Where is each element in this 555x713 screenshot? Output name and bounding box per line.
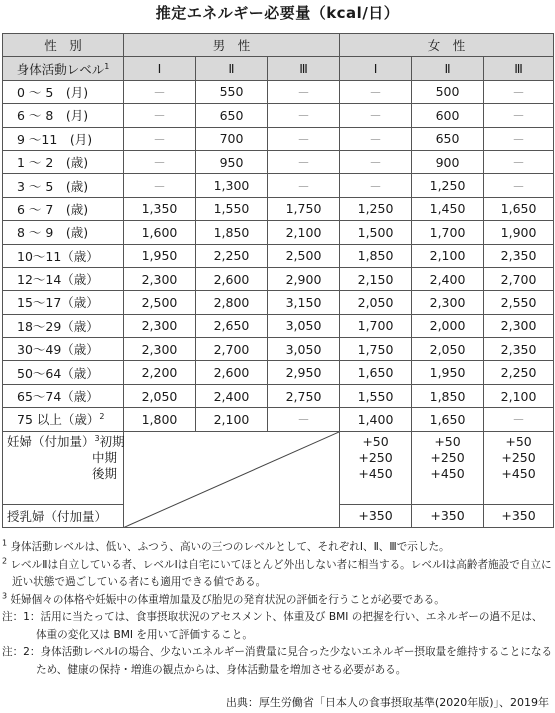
value-cell: － <box>340 104 412 127</box>
table-row <box>3 244 554 267</box>
value-cell: 2,650 <box>196 314 268 337</box>
note-2: 注：2：身体活動レベルⅠの場合、少ないエネルギー消費量に見合った少ないエネルギー摂取量を維持することになるため、健康の保持・増進の観点からは、身体活動量を増加させる必要がある。 <box>2 646 553 676</box>
value-cell: 1,750 <box>268 197 340 220</box>
pregnant-label-cell: 妊婦（付加量）$^3$初期 中期 後期 <box>3 431 124 504</box>
value-cell: 2,300 <box>124 314 196 337</box>
age-group-cell: 10～11（歳） <box>3 244 124 267</box>
table-row <box>3 174 554 197</box>
notes-section <box>2 539 553 679</box>
value-cell: 500 <box>412 80 484 103</box>
value-cell: 2,300 <box>412 291 484 314</box>
value-cell: 1,600 <box>124 221 196 244</box>
header-row-sex <box>3 34 554 57</box>
level-header: Ⅰ <box>124 57 196 80</box>
stage-mid: 中期 <box>91 449 117 465</box>
header-row-levels <box>3 57 554 80</box>
value-cell: 1,500 <box>340 221 412 244</box>
source-citation: 出典：厚生労働省「日本人の食事摂取基準(2020年版)」、2019年 <box>225 696 549 709</box>
value-cell: 2,100 <box>484 384 554 407</box>
value-cell: 1,850 <box>196 221 268 244</box>
value-cell: 1,850 <box>340 244 412 267</box>
sex-header: 性 別 <box>3 34 124 57</box>
value-cell: 2,900 <box>268 267 340 290</box>
value-cell: － <box>124 80 196 103</box>
value-cell: 2,250 <box>484 361 554 384</box>
pregnant-value-cell: +50 +250 +450 <box>484 431 554 504</box>
value-cell: 2,400 <box>412 267 484 290</box>
value-cell: － <box>124 104 196 127</box>
note-1: 注：1：活用に当たっては、食事摂取状況のアセスメント、体重及び BMI の把握を行い、エネルギーの過不足は、体重の変化又は BMI を用いて評価すること。 <box>2 611 543 641</box>
footnote-1: $^1$ 身体活動レベルは、低い、ふつう、高いの三つのレベルとして、それぞれⅠ、Ⅱ、Ⅲで示した。 <box>2 538 450 553</box>
male-header: 男 性 <box>124 34 340 57</box>
lactating-value: +350 <box>340 504 412 527</box>
table-row <box>3 150 554 173</box>
value-cell: 2,100 <box>268 221 340 244</box>
value-cell: － <box>268 408 340 431</box>
age-group-cell: 15～17（歳） <box>3 291 124 314</box>
energy-requirement-table <box>2 33 554 528</box>
value-cell: 2,300 <box>124 338 196 361</box>
value-cell: － <box>340 127 412 150</box>
value-cell: 2,300 <box>484 314 554 337</box>
female-header: 女 性 <box>340 34 554 57</box>
age-group-cell: 0 ～ 5 (月) <box>3 80 124 103</box>
value-cell: 2,400 <box>196 384 268 407</box>
table-row <box>3 127 554 150</box>
value-cell: － <box>484 104 554 127</box>
value-cell: 2,300 <box>124 267 196 290</box>
value-cell: 2,950 <box>268 361 340 384</box>
table-row <box>3 361 554 384</box>
table-row <box>3 267 554 290</box>
pregnant-value-cell: +50 +250 +450 <box>412 431 484 504</box>
value-cell: 1,750 <box>340 338 412 361</box>
value-cell: － <box>484 408 554 431</box>
value-cell: － <box>268 150 340 173</box>
value-cell: 1,800 <box>124 408 196 431</box>
lactating-label: 授乳婦（付加量） <box>3 504 124 527</box>
value-cell: 1,850 <box>412 384 484 407</box>
value-cell: 600 <box>412 104 484 127</box>
age-group-cell: 6 ～ 8 (月) <box>3 104 124 127</box>
table-row <box>3 384 554 407</box>
age-group-cell: 18～29（歳） <box>3 314 124 337</box>
value-cell: 2,750 <box>268 384 340 407</box>
value-cell: 1,450 <box>412 197 484 220</box>
level-header: Ⅱ <box>412 57 484 80</box>
age-group-cell: 3 ～ 5 (歳) <box>3 174 124 197</box>
value-cell: 3,150 <box>268 291 340 314</box>
value-cell: 1,650 <box>412 408 484 431</box>
value-cell: － <box>340 174 412 197</box>
age-group-cell: 50～64（歳） <box>3 361 124 384</box>
table-row <box>3 408 554 431</box>
value-cell: 2,350 <box>484 244 554 267</box>
age-group-cell: 9 ～11 (月) <box>3 127 124 150</box>
value-cell: 650 <box>412 127 484 150</box>
table-row <box>3 80 554 103</box>
pregnant-value-cell: +50 +250 +450 <box>340 431 412 504</box>
value-cell: 2,550 <box>484 291 554 314</box>
value-cell: 2,050 <box>412 338 484 361</box>
value-cell: 650 <box>196 104 268 127</box>
value-cell: 2,200 <box>124 361 196 384</box>
table-row <box>3 338 554 361</box>
level-header: Ⅰ <box>340 57 412 80</box>
value-cell: 1,250 <box>340 197 412 220</box>
lactating-value: +350 <box>484 504 554 527</box>
value-cell: 1,300 <box>196 174 268 197</box>
value-cell: 2,100 <box>196 408 268 431</box>
value-cell: － <box>484 174 554 197</box>
value-cell: 1,700 <box>340 314 412 337</box>
value-cell: 2,250 <box>196 244 268 267</box>
value-cell: － <box>124 150 196 173</box>
age-group-cell: 8 ～ 9 (歳) <box>3 221 124 244</box>
value-cell: 1,550 <box>340 384 412 407</box>
value-cell: 2,700 <box>196 338 268 361</box>
value-cell: 550 <box>196 80 268 103</box>
value-cell: 2,600 <box>196 267 268 290</box>
male-not-applicable-cell <box>124 431 340 527</box>
value-cell: 950 <box>196 150 268 173</box>
level-header: Ⅱ <box>196 57 268 80</box>
value-cell: 2,700 <box>484 267 554 290</box>
value-cell: 1,700 <box>412 221 484 244</box>
value-cell: － <box>268 104 340 127</box>
value-cell: － <box>484 150 554 173</box>
value-cell: － <box>124 127 196 150</box>
level-header: Ⅲ <box>484 57 554 80</box>
value-cell: 1,400 <box>340 408 412 431</box>
value-cell: 2,500 <box>268 244 340 267</box>
value-cell: － <box>268 80 340 103</box>
value-cell: 1,650 <box>340 361 412 384</box>
table-row <box>3 104 554 127</box>
diagonal-line <box>124 432 339 527</box>
value-cell: － <box>268 127 340 150</box>
table-row <box>3 197 554 220</box>
value-cell: 1,350 <box>124 197 196 220</box>
value-cell: 2,000 <box>412 314 484 337</box>
age-group-cell: 1 ～ 2 (歳) <box>3 150 124 173</box>
value-cell: 2,350 <box>484 338 554 361</box>
age-group-cell: 12～14（歳） <box>3 267 124 290</box>
age-group-cell: 6 ～ 7 (歳) <box>3 197 124 220</box>
footnote-2: $^2$ レベルⅡは自立している者、レベルⅠは自宅にいてほとんど外出しない者に相当する。レベルⅠは高齢者施設で自立に近い状態で過ごしている者にも適用できる値である。 <box>2 555 552 588</box>
table-row <box>3 291 554 314</box>
value-cell: － <box>484 127 554 150</box>
page-title: 推定エネルギー必要量（kcal/日） <box>155 4 400 22</box>
value-cell: 2,150 <box>340 267 412 290</box>
value-cell: 1,950 <box>124 244 196 267</box>
value-cell: 1,550 <box>196 197 268 220</box>
value-cell: 2,050 <box>340 291 412 314</box>
value-cell: 1,250 <box>412 174 484 197</box>
table-row <box>3 221 554 244</box>
lactating-value: +350 <box>412 504 484 527</box>
table-row <box>3 314 554 337</box>
stage-late: 後期 <box>91 465 117 481</box>
value-cell: 900 <box>412 150 484 173</box>
age-group-cell: 30～49（歳） <box>3 338 124 361</box>
age-group-cell: 65～74（歳） <box>3 384 124 407</box>
value-cell: 2,500 <box>124 291 196 314</box>
value-cell: － <box>268 174 340 197</box>
value-cell: 2,600 <box>196 361 268 384</box>
value-cell: 3,050 <box>268 314 340 337</box>
activity-level-header: 身体活動レベル$^1$ <box>3 57 124 80</box>
level-header: Ⅲ <box>268 57 340 80</box>
value-cell: 700 <box>196 127 268 150</box>
footnote-3: $^3$ 妊婦個々の体格や妊娠中の体重増加量及び胎児の発育状況の評価を行うことが必要である。 <box>2 590 445 606</box>
value-cell: 2,100 <box>412 244 484 267</box>
value-cell: 3,050 <box>268 338 340 361</box>
value-cell: 1,950 <box>412 361 484 384</box>
pregnant-row <box>3 431 554 504</box>
value-cell: 1,900 <box>484 221 554 244</box>
value-cell: － <box>484 80 554 103</box>
value-cell: － <box>340 150 412 173</box>
value-cell: 2,050 <box>124 384 196 407</box>
value-cell: － <box>124 174 196 197</box>
age-group-cell: 75 以上（歳）$^2$ <box>3 408 124 431</box>
value-cell: － <box>340 80 412 103</box>
value-cell: 1,650 <box>484 197 554 220</box>
value-cell: 2,800 <box>196 291 268 314</box>
